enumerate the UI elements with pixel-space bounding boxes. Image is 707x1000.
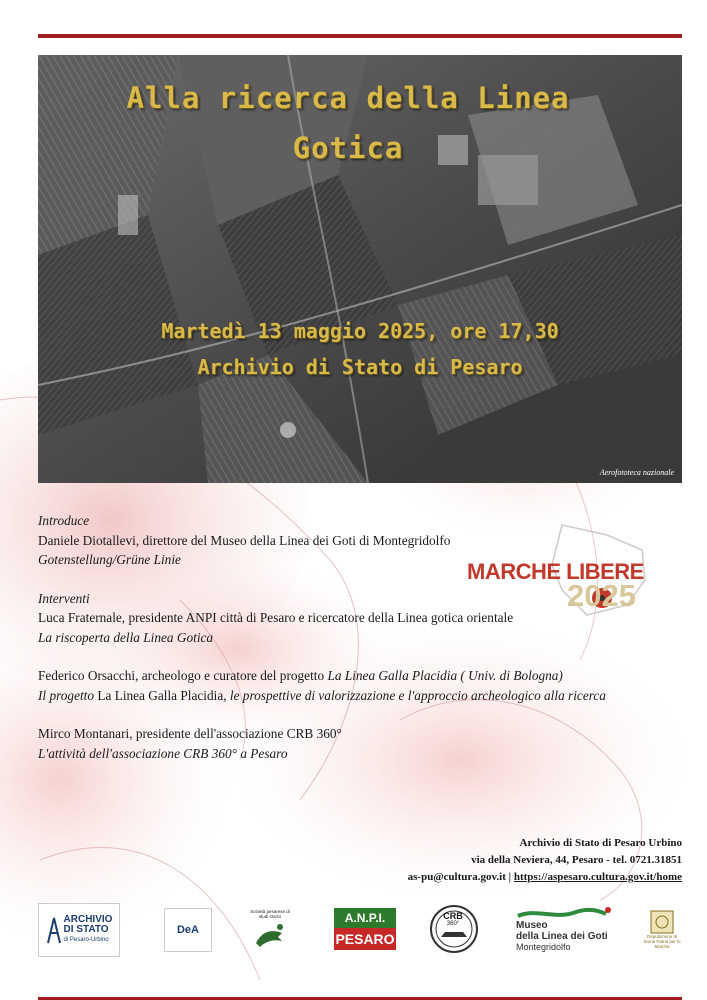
introduce-speaker: Daniele Diotallevi, direttore del Museo della Linea dei Goti di Montegridolfo (38, 532, 451, 548)
museo-logo-line2: della Linea dei Goti (516, 931, 608, 942)
event-place: Archivio di Stato di Pesaro (197, 355, 523, 379)
institution-name: Archivio di Stato di Pesaro Urbino (519, 837, 682, 849)
deputazione-logo-text: Deputazione di Storia Patria per le Marche (643, 933, 681, 949)
interventi-heading: Interventi (38, 590, 90, 606)
talk-2 (38, 686, 682, 706)
anpi-pesaro-logo (334, 903, 396, 955)
deputazione-seal-icon (650, 910, 674, 934)
footer-address-block (408, 835, 682, 886)
marche-libere-text: MARCHE LIBERE (467, 559, 644, 584)
museo-logo-line3: Montegridolfo (516, 942, 571, 952)
crb-logo-text: CRB (443, 911, 463, 921)
event-title-line2: Gotica (292, 131, 404, 165)
green-wave-icon (516, 906, 612, 920)
photo-credit: Aerofototeca nazionale (599, 468, 674, 477)
talk-2-project: La Linea Galla Placidia, (97, 687, 227, 703)
talk-2-rest: le prospettive di valorizzazione e l'approccio archeologico alla ricerca (226, 687, 606, 703)
aerial-photo-image (38, 55, 682, 483)
speaker-2-project: La Linea Galla Placidia ( Univ. di Bologna) (327, 668, 563, 683)
introduce-talk: Gotenstellung/Grüne Linie (38, 552, 181, 567)
event-date: Martedì 13 maggio 2025, ore 17,30 (161, 319, 559, 343)
website-link[interactable]: https://aspesaro.cultura.gov.it/home (513, 871, 682, 883)
talk-1: La riscoperta della Linea Gotica (38, 629, 214, 645)
introduce-heading: Introduce (38, 513, 90, 528)
talk-3: L'attività dell'associazione CRB 360° a Pesaro (38, 745, 288, 761)
archivio-di-stato-logo (38, 903, 120, 957)
contact-separator: | (505, 871, 514, 883)
speaker-2-text: Federico Orsacchi, archeologo e curatore del progetto (38, 668, 328, 683)
museo-linea-goti-logo (516, 903, 612, 955)
anpi-logo-top: A.N.P.I. (334, 908, 396, 928)
archivio-a-icon (46, 915, 62, 945)
deputazione-storia-patria-logo (642, 903, 682, 955)
speaker-3: Mirco Montanari, presidente dell'associazione CRB 360° (38, 726, 342, 741)
dea-logo-text: DeA (176, 924, 199, 936)
dea-logo (164, 908, 212, 952)
program-section (38, 511, 682, 763)
marche-libere-year: 2025 (567, 578, 636, 613)
archivio-logo-line2: DI STATO (63, 924, 109, 935)
archivio-logo-line3: di Pesaro-Urbino (63, 937, 109, 943)
aerial-photo-panel (38, 55, 682, 483)
peacock-icon (252, 919, 288, 949)
crb-360-logo (428, 903, 480, 955)
speaker-1: Luca Fraternale, presidente ANPI città di Pesaro e ricercatore della Linea gotica orientale (38, 610, 514, 625)
archivio-logo-line1: ARCHIVIO (63, 914, 113, 925)
email-link[interactable]: as-pu@cultura.gov.it (407, 871, 506, 883)
institution-address: via della Neviera, 44, Pesaro - tel. 0721.31851 (471, 854, 682, 866)
partner-logos-row (38, 903, 682, 959)
anpi-logo-bottom: PESARO (334, 928, 396, 950)
museo-logo-line1: Museo (516, 920, 548, 931)
societa-pesarese-logo (248, 903, 292, 955)
top-red-rule (38, 34, 682, 38)
talk-2-prefix: Il progetto (38, 687, 98, 703)
event-title-line1: Alla ricerca della Linea (126, 81, 570, 115)
speaker-2 (38, 666, 682, 686)
contact-line (408, 869, 682, 886)
crb-logo-sub: 360° (446, 921, 460, 927)
societa-logo-text: Società pesarese di studi storici (250, 909, 290, 919)
